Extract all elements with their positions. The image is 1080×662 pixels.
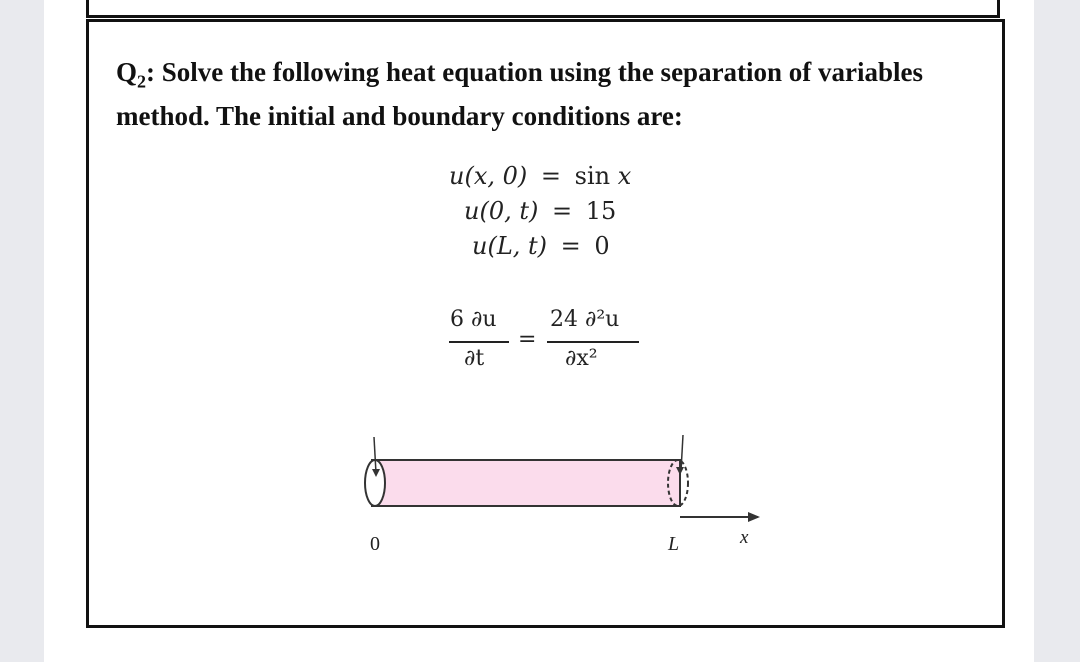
rhs-fraction-bar — [547, 341, 639, 343]
initial-condition-fn: sin — [574, 162, 611, 190]
initial-condition-var: x — [617, 162, 632, 190]
x-axis-label: x — [740, 527, 749, 548]
bc-right-equals: = — [560, 232, 581, 260]
question-label: Q — [116, 57, 138, 87]
rhs-denominator: ∂x² — [565, 346, 598, 371]
initial-condition — [449, 162, 631, 190]
rod-length-label: L — [668, 533, 680, 555]
question-body: : Solve the following heat equation using the separation of variables method. The initial and boundary conditions are: — [116, 57, 924, 132]
previous-question-box — [86, 0, 1000, 18]
question-text — [116, 55, 986, 134]
rod-diagram — [340, 425, 770, 540]
rhs-numerator: 24 ∂²u — [550, 307, 620, 332]
right-end-marker-line — [681, 435, 683, 471]
rod-figure — [340, 425, 770, 535]
heat-equation-equals: = — [518, 327, 537, 352]
lhs-numerator: 6 ∂u — [450, 307, 497, 332]
initial-condition-equals: = — [540, 162, 561, 190]
question-label-subscript: 2 — [137, 71, 147, 92]
boundary-condition-left — [464, 197, 616, 225]
x-axis-arrow — [748, 512, 760, 522]
bc-right-lhs: u(L, t) — [472, 232, 548, 260]
bc-right-rhs: 0 — [594, 232, 610, 260]
bc-left-equals: = — [552, 197, 573, 225]
initial-condition-lhs: u(x, 0) — [449, 162, 528, 190]
lhs-fraction-bar — [449, 341, 509, 343]
boundary-condition-right — [472, 232, 610, 260]
lhs-denominator: ∂t — [464, 346, 485, 371]
bc-left-lhs: u(0, t) — [464, 197, 539, 225]
rod-body — [372, 460, 680, 506]
bc-left-rhs: 15 — [585, 197, 617, 225]
origin-label: 0 — [370, 533, 380, 555]
